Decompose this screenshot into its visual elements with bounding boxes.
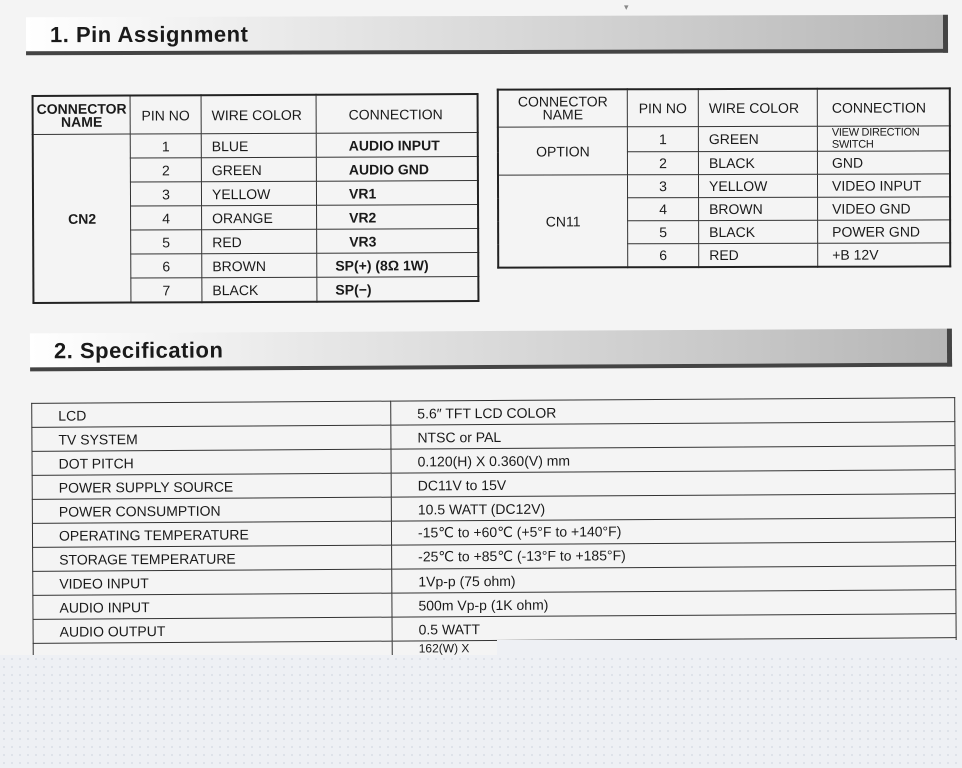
connection-cell: VR1: [316, 181, 478, 206]
header-wire-color: WIRE COLOR: [698, 89, 817, 127]
spec-label: AUDIO INPUT: [33, 593, 392, 619]
connection-cell: GND: [817, 151, 950, 174]
table-row: [498, 126, 950, 152]
spec-label: POWER SUPPLY SOURCE: [32, 473, 391, 499]
color-cell: RED: [202, 229, 317, 254]
color-cell: RED: [699, 243, 818, 267]
color-cell: BLACK: [202, 277, 317, 302]
pin-cell: 2: [130, 158, 201, 182]
header-connector-name: CONNECTOR NAME: [33, 96, 131, 135]
color-cell: BLUE: [201, 133, 316, 158]
section-title: 2. Specification: [53, 337, 224, 364]
header-wire-color: WIRE COLOR: [201, 95, 316, 134]
header-connector-name: CONNECTOR NAME: [498, 89, 628, 127]
connection-cell: SP(+) (8Ω 1W): [317, 253, 479, 278]
spec-label: TV SYSTEM: [32, 425, 391, 451]
spec-value: NTSC or PAL: [391, 422, 955, 449]
spec-label: DOT PITCH: [32, 449, 391, 475]
spec-table: [31, 397, 957, 668]
connector-cell: OPTION: [498, 127, 628, 175]
header-connection: CONNECTION: [817, 88, 950, 126]
header-pin-no: PIN NO: [130, 95, 201, 134]
spec-value: 5.6″ TFT LCD COLOR: [391, 398, 955, 425]
spec-value: 500m Vp-p (1K ohm): [392, 590, 956, 617]
spec-value: 1Vp-p (75 ohm): [392, 566, 956, 593]
connection-cell: POWER GND: [818, 220, 951, 243]
color-cell: BROWN: [202, 253, 317, 278]
section-title: 1. Pin Assignment: [49, 21, 249, 48]
table-row: [33, 133, 478, 159]
spec-value: 10.5 WATT (DC12V): [391, 494, 955, 521]
pin-cell: 1: [627, 127, 698, 152]
connector-cell: CN11: [498, 175, 628, 268]
connector-cell: CN2: [33, 134, 131, 303]
table-row: [498, 174, 950, 198]
pin-cell: 5: [628, 221, 699, 244]
pin-cell: 3: [130, 182, 201, 206]
connection-cell: AUDIO INPUT: [316, 133, 478, 158]
pin-cell: 3: [627, 175, 698, 198]
pin-cell: 6: [131, 254, 202, 278]
pin-table-cn2: [32, 93, 480, 304]
spec-value: -25℃ to +85℃ (-13°F to +185°F): [392, 542, 956, 569]
connection-cell: VIDEO INPUT: [817, 174, 950, 197]
color-cell: BROWN: [699, 197, 818, 220]
spec-label: VIDEO INPUT: [33, 569, 392, 595]
pin-cell: 2: [627, 152, 698, 175]
spec-label: LCD: [32, 401, 391, 427]
spec-label: POWER CONSUMPTION: [32, 497, 391, 523]
scan-cutoff: [497, 640, 962, 656]
color-cell: YELLOW: [698, 174, 817, 197]
header-connection: CONNECTION: [316, 94, 478, 133]
pin-cell: 6: [628, 244, 699, 268]
pin-cell: 5: [131, 230, 202, 254]
spec-label: AUDIO OUTPUT: [33, 617, 392, 643]
pin-cell: 4: [628, 198, 699, 221]
spec-value: DC11V to 15V: [391, 470, 955, 497]
pin-cell: 7: [131, 278, 202, 303]
color-cell: GREEN: [698, 126, 817, 151]
section-banner-specification: [30, 329, 952, 372]
spec-label: OPERATING TEMPERATURE: [32, 521, 391, 547]
color-cell: YELLOW: [201, 181, 316, 206]
spec-value: -15℃ to +60℃ (+5°F to +140°F): [391, 518, 955, 545]
color-cell: BLACK: [699, 220, 818, 243]
connection-cell: +B 12V: [818, 243, 951, 267]
spec-value: 0.120(H) X 0.360(V) mm: [391, 446, 955, 473]
connection-cell: VIEW DIRECTION SWITCH: [817, 126, 950, 151]
color-cell: GREEN: [201, 157, 316, 182]
scan-mark: ▾: [624, 2, 629, 12]
connection-cell: AUDIO GND: [316, 157, 478, 182]
connection-cell: VR3: [317, 229, 479, 254]
connection-cell: VR2: [317, 205, 479, 230]
header-pin-no: PIN NO: [627, 89, 698, 127]
section-banner-pin-assignment: [26, 15, 948, 55]
connection-cell: SP(−): [317, 277, 479, 302]
connection-cell: VIDEO GND: [818, 197, 951, 220]
pin-table-cn11: [497, 87, 951, 268]
pin-cell: 4: [131, 206, 202, 230]
spec-value: 162(W) X: [392, 638, 956, 665]
color-cell: BLACK: [698, 151, 817, 174]
scan-cutoff-area: [0, 655, 962, 768]
spec-label: STORAGE TEMPERATURE: [33, 545, 392, 571]
spec-value: 0.5 WATT: [392, 614, 956, 641]
pin-cell: 1: [130, 134, 201, 158]
color-cell: ORANGE: [202, 205, 317, 230]
